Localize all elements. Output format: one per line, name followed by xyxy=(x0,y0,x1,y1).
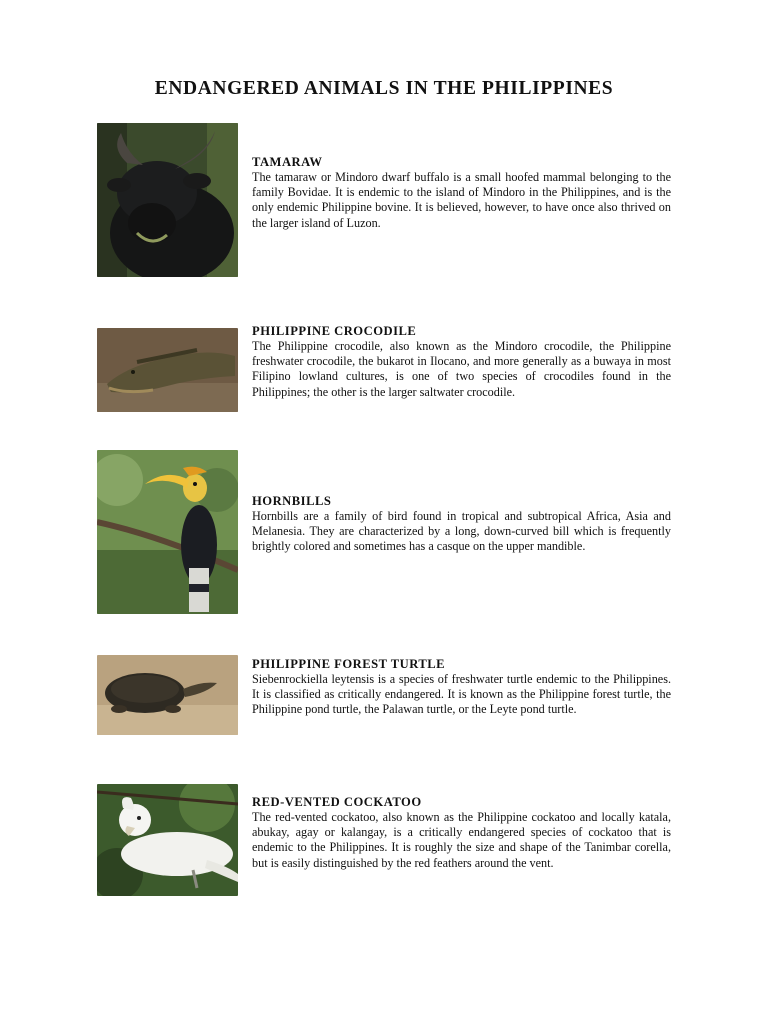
animal-entry-forest-turtle xyxy=(97,655,673,735)
animal-description: The Philippine crocodile, also known as the Mindoro crocodile, the Philippine freshwater crocodile, the bukarot in Ilocano, and more generally as a buwaya in most Filipino lowland cultures, is one of two species of crocodiles found in the Philippines; the other is the larger saltwater crocodile. xyxy=(252,339,671,399)
animal-heading: TAMARAW xyxy=(252,155,323,169)
hornbill-photo xyxy=(97,450,238,614)
tamaraw-photo xyxy=(97,123,238,277)
animal-heading: RED-VENTED COCKATOO xyxy=(252,795,422,809)
forest-turtle-photo xyxy=(97,655,238,735)
animal-heading: HORNBILLS xyxy=(252,494,332,508)
animal-description: Siebenrockiella leytensis is a species of freshwater turtle endemic to the Philippines. It is classified as critically endangered. It is known as the Philippine forest turtle, the Philippine pond turtle, the Palawan turtle, or the Leyte pond turtle. xyxy=(252,672,671,717)
animal-description: Hornbills are a family of bird found in tropical and subtropical Africa, Asia and Melanesia. They are characterized by a long, down-curved bill which is frequently brightly colored and sometimes has a casque on the upper mandible. xyxy=(252,509,671,554)
animal-description: The tamaraw or Mindoro dwarf buffalo is a small hoofed mammal belonging to the family Bovidae. It is endemic to the island of Mindoro in the Philippines, and is the only endemic Philippine bovine. It is believed, however, to have once also thrived on the larger island of Luzon. xyxy=(252,170,671,230)
animal-entry-hornbills xyxy=(97,450,673,614)
animal-entry-crocodile xyxy=(97,324,673,412)
cockatoo-photo xyxy=(97,784,238,896)
animal-heading: PHILIPPINE FOREST TURTLE xyxy=(252,657,446,671)
crocodile-photo xyxy=(97,328,238,412)
animal-heading: PHILIPPINE CROCODILE xyxy=(252,324,417,338)
animal-entry-tamaraw xyxy=(97,123,673,277)
animal-description: The red-vented cockatoo, also known as the Philippine cockatoo and locally katala, abukay, agay or kalangay, is a critically endangered species of cockatoo that is endemic to the Philippines. It is roughly the size and shape of the Tanimbar corella, but is easily distinguished by the red feathers around the vent. xyxy=(252,810,671,870)
animal-entry-cockatoo xyxy=(97,784,673,896)
page-title: ENDANGERED ANIMALS IN THE PHILIPPINES xyxy=(154,78,614,99)
